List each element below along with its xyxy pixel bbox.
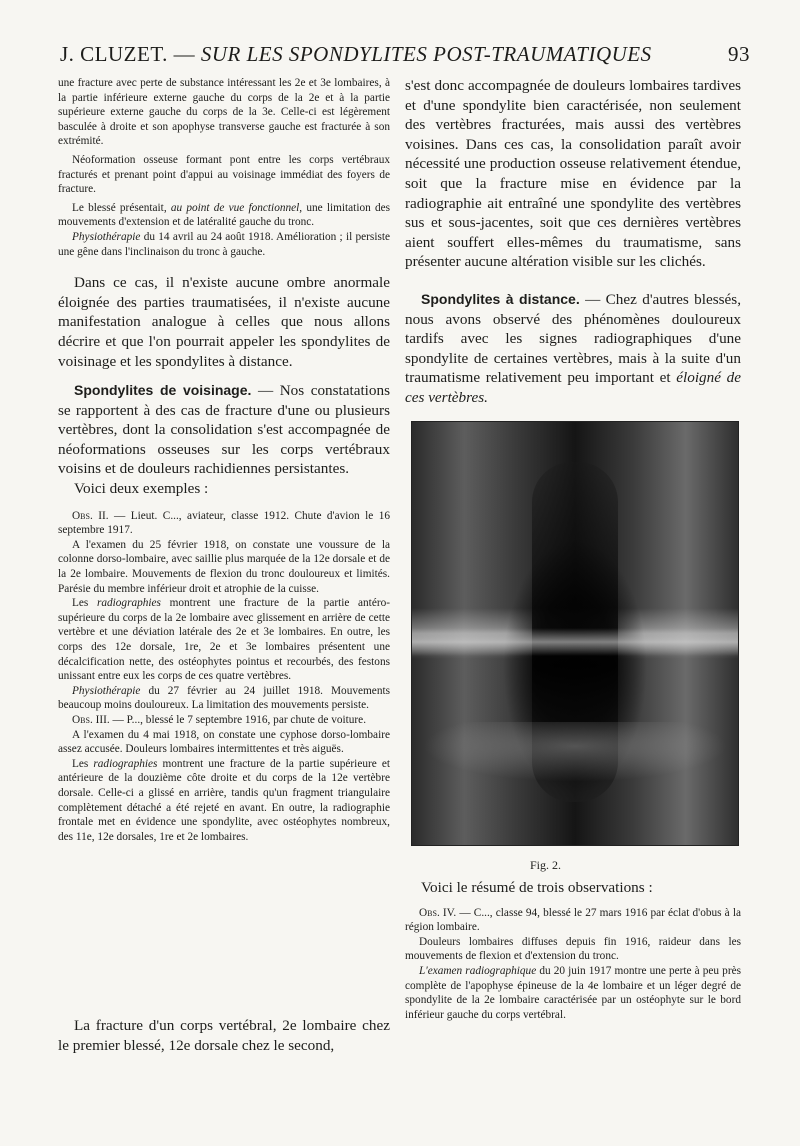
observation: Obs. II. — Lieut. C..., aviateur, classe 1912. Chute d'avion le 16 septembre 1917. xyxy=(58,509,390,537)
running-header xyxy=(60,42,750,67)
section-paragraph: Spondylites de voisinage. — Nos constatations se rapportent à des cas de fracture d'une ou plusieurs vertèbres, dont la consolidation s'est accompagnée de néoformations osseuses sur les corps vertébraux voisins et de douleurs rachidiennes persistantes. xyxy=(58,382,391,478)
paragraph: Le blessé présentait, au point de vue fonctionnel, une limitation des mouvements d'extension et de latéralité gauche du tronc. xyxy=(58,201,391,229)
paragraph: Voici le résumé de trois observations : xyxy=(421,879,653,896)
paragraph: Les radiographies montrent une fracture de la partie antéro-supérieure du corps de la 2e lombaire avec glissement en arrière de cette vertèbre et une déviation latérale des 2e et 3e lombaires. En outre, les corps des 12e dorsale, 1re, 2e et 3e lombaires présentent une décalcification nette, des ostéophytes pointus et recourbés, des festons unissant entre eux les corps de ces quatre vertèbres. xyxy=(58,597,391,683)
section-paragraph: Spondylites à distance. — Chez d'autres blessés, nous avons observé des phénomènes douloureux tardifs avec les signes radiographiques d'une spondylite de certaines vertèbres, mais à la suite d'un traumatisme relativement peu important et éloigné de ces vertèbres. xyxy=(405,290,742,406)
right-column-bottom xyxy=(405,878,741,1022)
author-name: J. CLUZET. xyxy=(60,42,168,66)
page-number: 93 xyxy=(728,42,750,66)
right-column xyxy=(405,76,741,408)
paragraph: La fracture d'un corps vertébral, 2e lombaire chez le premier blessé, 12e dorsale chez le second, xyxy=(58,1017,390,1054)
paragraph: A l'examen du 4 mai 1918, on constate une cyphose dorso-lombaire assez accusée. Douleurs lombaires intermittentes et très aiguës. xyxy=(58,728,390,756)
paragraph: Douleurs lombaires diffuses depuis fin 1916, raideur dans les mouvements de flexion et d'extension du tronc. xyxy=(405,935,741,963)
left-column-end xyxy=(58,1016,390,1055)
paragraph: A l'examen du 25 février 1918, on constate une voussure de la colonne dorso-lombaire, avec saillie plus marquée de la 12e dorsale et de la 2e lombaire. Mouvements de flexion du tronc douloureux et limités. Parésie du membre inférieur droit et atrophie de la cuisse. xyxy=(58,538,390,595)
paragraph: Physiothérapie du 27 février au 24 juillet 1918. Mouvements beaucoup moins douloureux. La limitation des mouvements persiste. xyxy=(58,684,391,712)
article-title: SUR LES SPONDYLITES POST-TRAUMATIQUES xyxy=(200,42,652,66)
running-title xyxy=(60,42,652,67)
observation: Obs. III. — P..., blessé le 7 septembre 1916, par chute de voiture. xyxy=(72,713,367,726)
paragraph: L'examen radiographique du 20 juin 1917 montre une perte à peu près complète de l'apophyse épineuse de la 4e lombaire et un léger degré de spondylite de la 2e lombaire caractérisée par un ostéophyte sur le bord inférieur gauche du corps vertébral. xyxy=(405,964,741,1021)
header-dash: — xyxy=(173,42,196,66)
light-band-lower xyxy=(422,722,728,782)
left-column xyxy=(58,76,390,844)
light-band xyxy=(412,628,738,656)
section-heading: Spondylites à distance. xyxy=(421,290,580,307)
paragraph: Néoformation osseuse formant pont entre les corps vertébraux fracturés et prenant point d'appui au voisinage immédiat des foyers de fracture. xyxy=(58,153,390,196)
figure-caption: Fig. 2. xyxy=(530,858,562,872)
paragraph: Physiothérapie du 14 avril au 24 août 1918. Amélioration ; il persiste une gêne dans l'inclinaison du tronc à gauche. xyxy=(58,230,391,258)
observation: Obs. IV. — C..., classe 94, blessé le 27 mars 1916 par éclat d'obus à la région lombaire. xyxy=(405,906,741,934)
paragraph: Voici deux exemples : xyxy=(74,480,209,498)
paragraph: Dans ce cas, il n'existe aucune ombre anormale éloignée des parties traumatisées, il n'existe aucune manifestation analogue à celles que nous allons décrire et que l'on pourrait appeler les spondylites de voisinage et les spondylites à distance. xyxy=(58,274,390,370)
paragraph: une fracture avec perte de substance intéressant les 2e et 3e lombaires, à la partie inférieure externe gauche du corps de la 2e et à la partie supérieure externe gauche du corps de la 3e. Celle-ci est légèrement basculée à droite et son apophyse transverse gauche est fracturée à son extrémité. xyxy=(58,77,390,148)
paragraph: Les radiographies montrent une fracture de la partie supérieure et antérieure de la douzième côte droite et du corps de la 12e vertèbre dorsale. Celle-ci a glissé en arrière, tandis qu'un fragment triangulaire complètement détaché a été rejeté en avant. En outre, la radiographie frontale met en évidence une spondylite, avec ostéophytes nombreux, des 11e, 12e dorsales, 1re et 2e lombaires. xyxy=(58,757,390,843)
paragraph: s'est donc accompagnée de douleurs lombaires tardives et d'une spondylite bien caractérisée, non seulement des vertèbres fracturées, mais aussi des vertèbres voisines. Dans ces cas, la consolidation paraît avoir nécessité une production osseuse relativement étendue, soit que la fracture mise en évidence par la radiographie ait entraîné une spondylite des vertèbres sus et sous-jacentes, soit que ces dernières vertèbres aient souffert elles-mêmes du traumatisme, sans présenter aucune altération visible sur les clichés. xyxy=(405,77,741,271)
section-heading: Spondylites de voisinage. xyxy=(74,382,252,399)
radiograph-figure xyxy=(411,421,739,846)
